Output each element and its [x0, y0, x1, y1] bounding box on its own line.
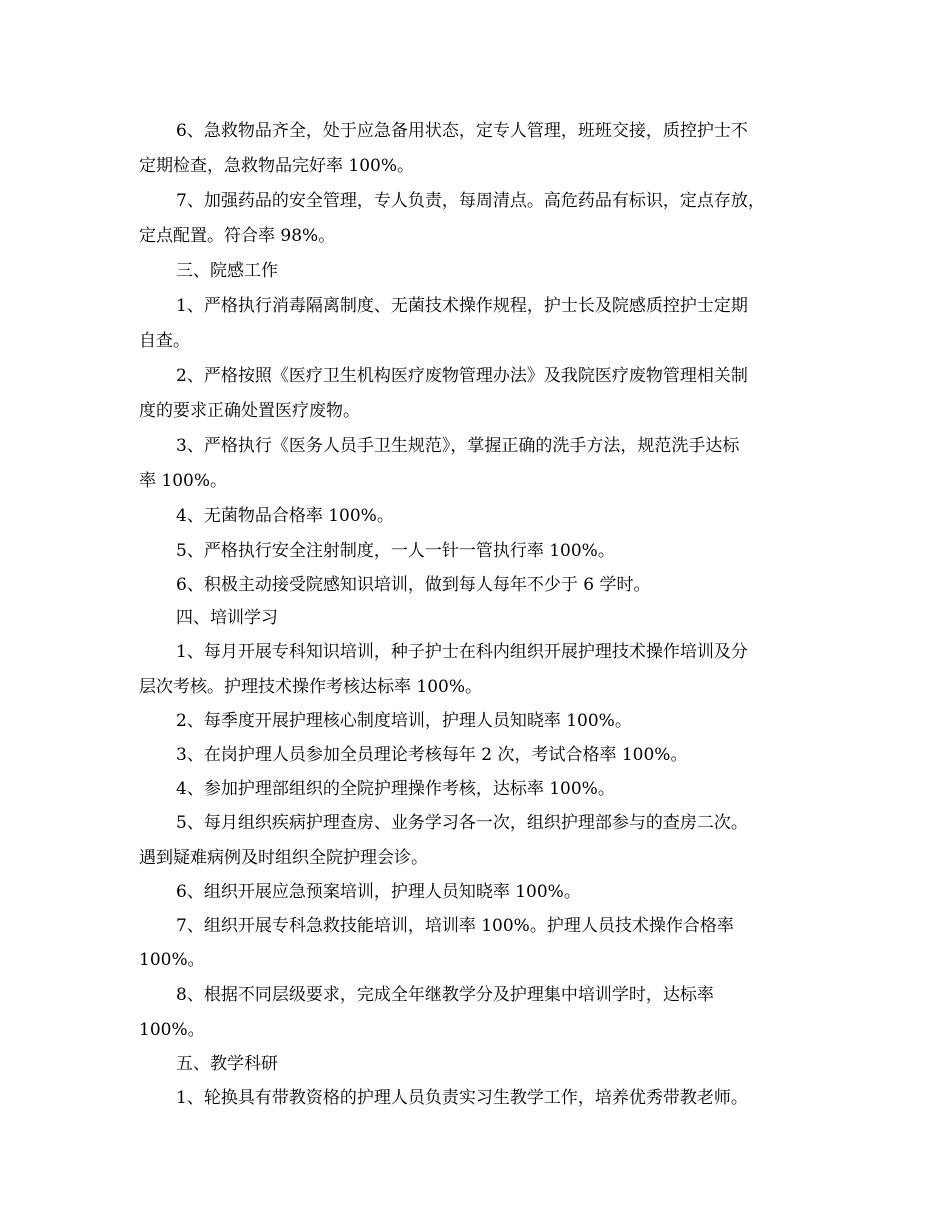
paragraph-line: 2、严格按照《医疗卫生机构医疗废物管理办法》及我院医疗废物管理相关制 — [176, 366, 748, 386]
paragraph-line: 100%。 — [139, 1020, 205, 1040]
paragraph-line: 7、组织开展专科急救技能培训，培训率 100%。护理人员技术操作合格率 — [176, 916, 734, 936]
paragraph-line: 100%。 — [139, 950, 205, 970]
paragraph-line: 定期检查，急救物品完好率 100%。 — [139, 156, 415, 176]
paragraph-line: 定点配置。符合率 98%。 — [139, 226, 336, 246]
paragraph-line: 5、严格执行安全注射制度，一人一针一管执行率 100%。 — [176, 541, 615, 561]
paragraph-line: 率 100%。 — [139, 471, 228, 491]
paragraph-line: 7、加强药品的安全管理，专人负责，每周清点。高危药品有标识，定点存放， — [176, 191, 765, 211]
paragraph-line: 6、组织开展应急预案培训，护理人员知晓率 100%。 — [176, 882, 581, 902]
paragraph-line: 2、每季度开展护理核心制度培训，护理人员知晓率 100%。 — [176, 711, 632, 731]
paragraph-line: 3、在岗护理人员参加全员理论考核每年 2 次，考试合格率 100%。 — [176, 745, 688, 765]
paragraph-line: 6、积极主动接受院感知识培训，做到每人每年不少于 6 学时。 — [176, 575, 651, 595]
section-heading: 四、培训学习 — [176, 608, 278, 628]
paragraph-line: 6、急救物品齐全，处于应急备用状态，定专人管理，班班交接，质控护士不 — [176, 121, 748, 141]
paragraph-line: 层次考核。护理技术操作考核达标率 100%。 — [139, 677, 483, 697]
paragraph-line: 自查。 — [139, 331, 190, 351]
section-heading: 三、院感工作 — [176, 261, 278, 281]
paragraph-line: 1、严格执行消毒隔离制度、无菌技术操作规程，护士长及院感质控护士定期 — [176, 296, 748, 316]
paragraph-line: 4、无菌物品合格率 100%。 — [176, 506, 394, 526]
paragraph-line: 度的要求正确处置医疗废物。 — [139, 401, 360, 421]
paragraph-line: 1、轮换具有带教资格的护理人员负责实习生教学工作，培养优秀带教老师。 — [176, 1088, 748, 1108]
paragraph-line: 8、根据不同层级要求，完成全年继教学分及护理集中培训学时，达标率 — [176, 985, 714, 1005]
paragraph-line: 3、严格执行《医务人员手卫生规范》，掌握正确的洗手方法，规范洗手达标 — [176, 436, 740, 456]
paragraph-line: 1、每月开展专科知识培训，种子护士在科内组织开展护理技术操作培训及分 — [176, 642, 748, 662]
paragraph-line: 4、参加护理部组织的全院护理操作考核，达标率 100%。 — [176, 779, 615, 799]
section-heading: 五、教学科研 — [176, 1054, 278, 1074]
paragraph-line: 遇到疑难病例及时组织全院护理会诊。 — [139, 848, 428, 868]
paragraph-line: 5、每月组织疾病护理查房、业务学习各一次，组织护理部参与的查房二次。 — [176, 813, 748, 833]
